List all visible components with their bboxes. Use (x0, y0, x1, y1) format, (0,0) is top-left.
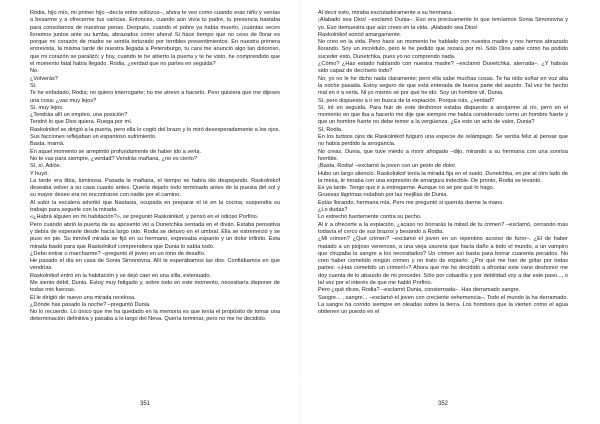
paragraph: Al subir la escalera advirtió que Nastasia, ocupada en preparar el té en la cocina, suspendía su trabajo para seguirle con la mirada. (30, 199, 280, 214)
paragraph: Sí, iré en seguida. Para huir de este deshonor estaba dispuesto a arrojarme al río, pero en el momento en que iba a hacerlo me dije que siempre me había considerado como un hombre fuerte y que un hombre fuerte no debe temer a la vergüenza. ¿Es esto un acto de valor, Dunia? (318, 104, 568, 126)
paragraph: No te vas para siempre, ¿verdad? Vendrás mañana, ¿no es cierto? (30, 155, 197, 162)
paragraph: ¿Mi crimen? ¿Qué crimen? –exclamó el joven en un repentino acceso de furor–. ¿El de haber matado a un piojoso venenoso, a una vieja usurera que hacía daño a todo el mundo, a un vampiro que chupaba la sangre a los necesitados? Un crimen así basta para borrar cuarenta pecados. No creo haber cometido ningún crimen y no trato de expiarlo. ¿Por qué me han de gritar por todas partes: «¡Has cometido un crimen!»? Ahora que me he decidido a afrontar este vano deshonor me doy cuenta de lo absurdo de mi proceder. Sólo por cobardía y por debilidad voy a dar este paso..., o tal vez por el interés de que me habló Porfirio. (318, 236, 568, 286)
paragraph: ¿Volverás? (30, 75, 58, 82)
paragraph: Hubo un largo silencio. Raskolnikof tenía la mirada fija en el suelo. Dunetchka, en pie al otro lado de la mesa, le miraba con una expresión de amargura indecible. De pronto, Rodia se levantó. (318, 170, 568, 184)
paragraph: ¡Basta, Rodia! –exclamó la joven con un gesto de dolor. (318, 163, 457, 170)
paragraph: En aquel momento se arrepintió profundamente de haber ido a verla. (30, 148, 202, 155)
paragraph: Sí, muy lejos. (30, 104, 64, 111)
left-page-text (30, 10, 280, 324)
paragraph: Sí, pero dispuesto a ir en busca de la expiación. Porque irás, ¿verdad? (318, 97, 494, 104)
paragraph: No. (30, 68, 39, 75)
paragraph: Me siento débil, Dunia. Estoy muy fatigado y, sobre todo en este momento, necesitaría disponer de todas mis fuerzas. (30, 279, 280, 294)
paragraph: Raskolnikof sonrió amargamente. (318, 31, 402, 38)
page-number-left: 351 (140, 401, 151, 407)
paragraph: ¿Tendrás allí un empleo, una posición? (30, 112, 128, 119)
paragraph: «¿Habrá alguien en mi habitación?», se preguntó Raskolnikof, y pensó en el odioso Porfirio. (30, 214, 259, 221)
paragraph: No creas, Dunia, que tuve miedo a morir ahogado –dijo, mirando a su hermana con una sonrisa horrible. (318, 148, 568, 162)
paragraph: Tendré lo que Dios quiera. Ruega por mí. (30, 119, 133, 126)
paragraph: Sí, sí. Adiós. (30, 163, 62, 170)
paragraph: ¿Dónde has pasado la noche? –preguntó Dunia. (30, 301, 151, 308)
paragraph: Basta, mamá. (30, 141, 65, 148)
paragraph: No lo recuerdo. Lo único que me ha quedado en la memoria es que tenía el propósito de tomar una determinación definitiva y pasaba a lo largo del Neva. Quería terminar, pero no me he decidido. (30, 309, 280, 323)
paragraph: Él le dirigió de nuevo una mirada recelosa. (30, 294, 136, 301)
paragraph: Al ir a ofrecerte a la expiación, ¿acaso no borrarás la mitad de tu crimen? –exclamó, cerrando más todavía el cerco de sus brazos y besando a Rodia. (318, 221, 568, 235)
paragraph: Al decir esto, miraba escrutadoramente a su hermana. (318, 10, 453, 16)
paragraph: No creo en la vida. Pero hace un momento he hablado con nuestra madre y nos hemos abrazado llorando. Soy un incrédulo, pero le he pedido que rezara por mí. Sólo Dios sabe cómo ha podido suceder esto, Dunetchka, pues yo no comprendo nada. (318, 39, 568, 60)
paragraph: ¿Cómo? ¿Has estado hablando con nuestra madre? –exclamó Dunetchka, aterrada–. ¿Y habrás sido capaz de decírselo todo? (318, 61, 568, 75)
paragraph: Lo estrechó fuertemente contra su pecho. (318, 214, 422, 221)
paragraph: Gruesas lágrimas rodaban por las mejillas de Dunia. (318, 192, 448, 199)
paragraph: ¿Lo dudas? (318, 207, 348, 214)
paragraph: Sí, Rodia. (318, 126, 343, 133)
page-number-right: 352 (438, 401, 449, 407)
paragraph: Raskolnikof se dirigió a la puerta, pero ella lo cogió del brazo y lo miró desesperadamente a los ojos. Sus facciones reflejaban un espantoso sufrimiento. (30, 126, 280, 141)
paragraph: Y huyó. (30, 170, 49, 177)
paragraph: Estás llorando, hermana mía. Pero me preguntó si querrás darme la mano. (318, 199, 504, 206)
paragraph: Pero cuando abrió la puerta de su aposento vio a Dunetchka sentada en el diván. Estaba pensativa y debía de esperarle desde hacía largo rato. Rodia se detuvo en el umbral. Ella se estremeció y se puso en pie. Su inmóvil mirada se fijó en su hermano, expresaba espanto y un dolor infinito. Esta mirada bastó para que Raskolnikof comprendiera que Dunia lo sabía todo. (30, 221, 280, 250)
paragraph: No; yo no le he dicho nada claramente; pero ella sabe muchas cosas. Te ha oído soñar en voz alta la noche pasada. Estoy seguro de que está enterada de buena parte del asunto. Tal vez he hecho mal en ir a verla. Ni yo mismo sé por qué he ido. Soy un hombre vil, Dunia. (318, 75, 568, 97)
paragraph: He pasado el día en casa de Sonia Simonovna. Allí te esperábamos las dos. Confiábamos en que vendrías. (30, 258, 280, 272)
paragraph: La tarde era tibia, luminosa. Pasada la mañana, el tiempo se había ido despejando. Raskolnikof deseaba volver a su casa cuanto antes. Quería dejarlo todo terminado antes de la puesta del sol y su mayor deseo era no encontrarse con nadie por el camino. (30, 177, 280, 199)
paragraph: Sangre... , sangre... –exclamó el joven con creciente vehemencia–. Todo el mundo la ha derramado. La sangre ha corrido siempre en oleadas sobre la tierra. Los hombres que la vierten como el agua obtienen un puesto en el (318, 294, 568, 316)
right-page-text (318, 10, 568, 316)
paragraph: Raskolnikof entró en la habitación y se dejó caer en una silla, extenuado. (30, 272, 211, 279)
paragraph: Rodia, hijo mío, mi primer hijo –decía entre sollozos–, ahora te veo como cuando eras niño y venías a besarme y a ofrecerme tus caricias. Entonces, cuando aún vivía tu padre, tu presencia bastaba para consolarnos de nuestras penas. Después, cuando el pobre ya había muerto, ¡cuántas veces lloramos juntos ante su tumba, abrazados como ahora! Si hace tiempo que no ceso de llorar es porque mi corazón de madre se sentía torturado por terribles presentimientos. En nuestra primera entrevista, la misma tarde de nuestra llegada a Petersburgo, tu cara me anunció algo tan doloroso, que mi corazón se paralizó; y hoy, cuando te he abierto la puerta y te he visto, he comprendido que el momento fatal había llegado. Rodia, ¿verdad que no partes en seguida? (30, 10, 280, 68)
paragraph: Sí. (30, 82, 37, 89)
paragraph: Te he enfadado, Rodia; no quiero interrogarte; no me atrevo a hacerlo. Pero quisiera que me dijeses una cosa: ¿vas muy lejos? (30, 90, 280, 104)
paragraph: Es ya tarde. Tengo que ir a entregarme. Aunque no sé por qué lo hago. (318, 185, 495, 192)
paragraph: En los turbios ojos de Raskolnikof fulguró una especie de relámpago. Se sentía feliz al pensar que no había perdido la arrogancia. (318, 134, 568, 148)
paragraph: ¡Alabado sea Dios! –exclamó Dunia–. Eso era precisamente lo que temíamos Sonia Simonovna y yo. Eso demuestra que aún crees en la vida. ¡Alabado sea Dios! (318, 17, 568, 31)
right-page (300, 0, 600, 424)
paragraph: ¿Debo entrar o marcharme? –preguntó él joven en un tono de desafío. (30, 250, 206, 257)
paragraph: Pero ¿qué dices, Rodia? –exclamó Dunia, consternada–. Has derramado sangre. (318, 287, 521, 294)
